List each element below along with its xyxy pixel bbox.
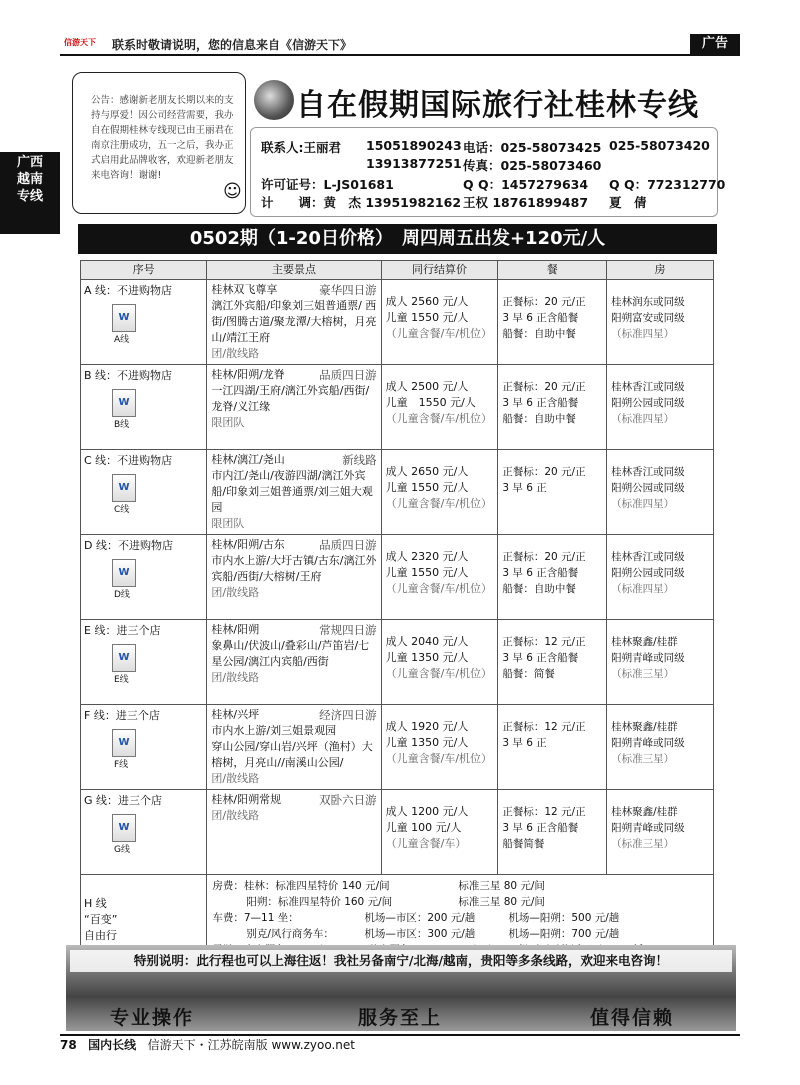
meal-line: 正餐标：20 元/正 [502, 296, 586, 308]
ad-tag: 广告 [690, 34, 740, 54]
route-tag: 品质四日游 [319, 538, 377, 552]
meal-line: 正餐标：20 元/正 [502, 381, 586, 393]
room-line: （标准四星） [611, 328, 675, 340]
table-header-row [81, 261, 714, 280]
magazine-logo: 信游天下 [64, 38, 96, 47]
meal-line: 正餐标：12 元/正 [502, 806, 586, 818]
slogan-1: 专业操作 [110, 1007, 195, 1029]
globe-logo-icon [254, 80, 294, 120]
meal-cell [498, 620, 607, 705]
header-price: 同行结算价 [381, 261, 498, 280]
h-l3c: 机场—阳朔：500 元/趟 [508, 912, 620, 924]
price-line: 儿童 1550 元/人 [385, 566, 469, 579]
price-cell [381, 620, 498, 705]
dispatcher-2: 王权 18761899487 [463, 195, 589, 210]
route-line: 限团队 [211, 517, 245, 530]
price-line: 儿童 100 元/人 [385, 821, 462, 834]
document-name: A线 [114, 335, 130, 345]
meal-line: 3 早 6 正含船餐 [502, 397, 579, 409]
meal-cell [498, 535, 607, 620]
h-l3a: 车费：7—11 坐： [212, 912, 299, 924]
room-line: 阳朔公园或同级 [611, 482, 685, 494]
room-cell [607, 620, 714, 705]
price-line: 成人 2320 元/人 [385, 550, 469, 563]
footer-publication: 信游天下・江苏皖南版 www.zyoo.net [147, 1038, 355, 1052]
side-tab [0, 152, 60, 234]
room-line: 桂林聚鑫/桂群 [611, 636, 678, 648]
room-cell [607, 365, 714, 450]
room-line: 桂林聚鑫/桂群 [611, 806, 678, 818]
route-line: 一江四湖/王府/漓江外宾船/西街/龙脊/义江缘 [211, 384, 370, 413]
price-line: 成人 1200 元/人 [385, 805, 469, 818]
price-line: （儿童含餐/车） [385, 837, 467, 850]
meal-line: 3 早 6 正 [502, 482, 547, 494]
contact-note: 联系时敬请说明，您的信息来自《信游天下》 [112, 38, 353, 52]
document-icon: W [112, 304, 136, 332]
meal-line: 3 早 6 正 [502, 737, 547, 749]
side-tab-line-1: 广西 [16, 155, 43, 170]
route-line: 桂林/阳朔/古东 [211, 538, 285, 551]
h-l1b: 标准三星 80 元/间 [458, 880, 545, 892]
meal-cell [498, 280, 607, 365]
fax: 传真：025-58073460 [463, 158, 602, 173]
table-row [81, 705, 714, 790]
route-tag: 双卧六日游 [319, 793, 377, 807]
notice-scroll [72, 72, 246, 214]
phone: 电话：025-58073425 [463, 140, 602, 155]
route-cell [207, 790, 381, 875]
route-line-cell [81, 535, 207, 620]
room-line: 桂林香江或同级 [611, 381, 685, 393]
meal-line: 3 早 6 正含船餐 [502, 652, 579, 664]
route-line: 限团队 [211, 416, 245, 429]
route-line: 团/散线路 [211, 809, 260, 822]
dispatcher: 计 调：黄 杰 13951982162 [261, 195, 462, 210]
document-icon: W [112, 814, 136, 842]
license-number: 许可证号：L-JS01681 [261, 177, 394, 192]
room-cell [607, 280, 714, 365]
page-number: 78 [60, 1038, 77, 1052]
room-line: 桂林香江或同级 [611, 551, 685, 563]
route-line: 团/散线路 [211, 772, 260, 785]
price-cell [381, 450, 498, 535]
route-line-name: B 线：不进购物店 [84, 369, 173, 382]
room-line: 桂林香江或同级 [611, 466, 685, 478]
route-line-cell [81, 450, 207, 535]
special-note: 特别说明：此行程也可以上海往返！我社另备南宁/北海/越南，贵阳等多条线路，欢迎来电咨询！ [70, 950, 732, 972]
room-line: 阳朔公园或同级 [611, 397, 685, 409]
room-line: 阳朔公园或同级 [611, 567, 685, 579]
qq-1: Q Q：1457279634 [463, 177, 589, 192]
h-l4c: 机场—阳朔：700 元/趟 [508, 928, 620, 940]
meal-line: 正餐标：20 元/正 [502, 551, 586, 563]
price-line: 儿童 1550 元/人 [385, 396, 476, 409]
route-tag: 豪华四日游 [319, 283, 377, 297]
document-name: D线 [114, 590, 130, 600]
meal-line: 3 早 6 正含船餐 [502, 312, 579, 324]
route-line: 桂林/阳朔/龙脊 [211, 368, 285, 381]
table-row [81, 365, 714, 450]
table-row [81, 790, 714, 875]
room-cell [607, 450, 714, 535]
price-line: 成人 2500 元/人 [385, 380, 469, 393]
room-line: （标准三星） [611, 753, 675, 765]
document-icon: W [112, 474, 136, 502]
document-name: C线 [114, 505, 130, 515]
price-cell [381, 280, 498, 365]
price-cell [381, 535, 498, 620]
route-tag: 经济四日游 [319, 708, 377, 722]
document-icon: W [112, 729, 136, 757]
table-row [81, 450, 714, 535]
room-line: 桂林聚鑫/桂群 [611, 721, 678, 733]
h-l1a: 房费：桂林：标准四星特价 140 元/间 [212, 880, 390, 892]
table-body [81, 280, 714, 875]
meal-line: 船餐：自助中餐 [502, 328, 576, 340]
route-line-cell [81, 365, 207, 450]
room-cell [607, 790, 714, 875]
meal-cell [498, 365, 607, 450]
route-line-name: F 线：进三个店 [84, 709, 160, 722]
route-line-cell [81, 280, 207, 365]
header-room: 房 [607, 261, 714, 280]
document-name: E线 [114, 675, 129, 685]
document-name: B线 [114, 420, 130, 430]
room-line: （标准四星） [611, 413, 675, 425]
side-tab-line-3: 专线 [16, 189, 43, 204]
meal-cell [498, 790, 607, 875]
table-row [81, 620, 714, 705]
price-line: （儿童含餐/车/机位） [385, 582, 493, 595]
smiley-icon: ☺ [223, 181, 242, 202]
route-line: 市内江/尧山/夜游四湖/漓江外宾船/印象刘三姐普通票/刘三姐大观园 [211, 469, 373, 514]
route-line: 团/散线路 [211, 347, 260, 360]
h-line-sub1: “百变” [84, 913, 118, 926]
route-tag: 品质四日游 [319, 368, 377, 382]
price-line: （儿童含餐/车/机位） [385, 327, 493, 340]
route-line-cell [81, 620, 207, 705]
h-l3b: 机场—市区：200 元/趟 [364, 912, 476, 924]
route-line-name: A 线：不进购物店 [84, 284, 173, 297]
route-line: 桂林/阳朔 [211, 623, 260, 636]
room-line: （标准四星） [611, 583, 675, 595]
room-line: （标准三星） [611, 668, 675, 680]
room-line: 阳朔富安或同级 [611, 312, 685, 324]
header-meal: 餐 [498, 261, 607, 280]
price-cell [381, 705, 498, 790]
route-line: 团/散线路 [211, 671, 260, 684]
meal-line: 船餐：简餐 [502, 668, 555, 680]
header-route: 主要景点 [207, 261, 381, 280]
meal-line: 船餐：自助中餐 [502, 413, 576, 425]
footer-section: 国内长线 [88, 1038, 137, 1052]
contact-person: 联系人:王丽君 [261, 140, 341, 155]
h-l2a: 阳朔：标准四星特价 160 元/间 [246, 896, 393, 908]
route-line-name: G 线：进三个店 [84, 794, 163, 807]
route-line: 穿山公园/穿山岩/兴坪（渔村）大榕树，月亮山//南溪山公园/ [211, 740, 373, 769]
room-line: （标准三星） [611, 838, 675, 850]
route-line-name: D 线：不进购物店 [84, 539, 173, 552]
price-line: 成人 1920 元/人 [385, 720, 469, 733]
brand-title: 自在假期国际旅行社桂林专线 [296, 88, 699, 123]
route-line: 市内水上游/大圩古镇/古东/漓江外宾船/西街/大榕树/王府 [211, 554, 377, 583]
document-icon: W [112, 389, 136, 417]
footer [60, 1034, 740, 1056]
route-cell [207, 450, 381, 535]
meal-line: 3 早 6 正含船餐 [502, 567, 579, 579]
price-line: 成人 2650 元/人 [385, 465, 469, 478]
document-name: G线 [114, 845, 130, 855]
route-line: 团/散线路 [211, 586, 260, 599]
room-line: （标准四星） [611, 498, 675, 510]
table-row [81, 280, 714, 365]
price-line: 儿童 1350 元/人 [385, 736, 469, 749]
price-line: 儿童 1550 元/人 [385, 311, 469, 324]
route-cell [207, 280, 381, 365]
price-line: 成人 2040 元/人 [385, 635, 469, 648]
meal-cell [498, 450, 607, 535]
meal-cell [498, 705, 607, 790]
notice-text: 公告：感谢新老朋友长期以来的支持与厚爱！因公司经营需要，我办自在假期桂林专线现已由王丽君在南京注册成功，五一之后，我办正式启用此品牌收客，欢迎新老朋友来电咨询！谢谢! [91, 95, 234, 181]
route-line: 市内水上游/刘三姐景观园 [211, 724, 337, 737]
price-line: 成人 2560 元/人 [385, 295, 469, 308]
price-cell [381, 365, 498, 450]
route-tag: 新线路 [342, 453, 377, 467]
route-line-cell [81, 790, 207, 875]
document-icon: W [112, 559, 136, 587]
room-cell [607, 535, 714, 620]
room-line: 阳朔青峰或同级 [611, 737, 685, 749]
qq-2: Q Q：772312770 [609, 177, 726, 192]
room-line: 阳朔青峰或同级 [611, 652, 685, 664]
table-row [81, 535, 714, 620]
meal-line: 船餐：自助中餐 [502, 583, 576, 595]
contact-box [250, 127, 726, 217]
route-line: 桂林/漓江/尧山 [211, 453, 285, 466]
document-icon: W [112, 644, 136, 672]
route-cell [207, 535, 381, 620]
h-l4a: 别克/风行商务车： [246, 928, 334, 940]
price-line: 儿童 1550 元/人 [385, 481, 469, 494]
route-line: 象鼻山/伏波山/叠彩山/芦笛岩/七星公园/漓江内宾船/西街 [211, 639, 370, 668]
h-line-name: H 线 [84, 897, 107, 910]
header-index: 序号 [81, 261, 207, 280]
route-line: 漓江外宾船/印象刘三姐普通票/ 西街/图腾古道/聚龙潭/大榕树，月亮山/靖江王府 [211, 299, 377, 344]
h-line-sub2: 自由行 [84, 929, 117, 942]
route-line: 桂林/兴坪 [211, 708, 260, 721]
meal-line: 正餐标：12 元/正 [502, 721, 586, 733]
meal-line: 3 早 6 正含船餐 [502, 822, 579, 834]
route-line: 桂林/阳朔常规 [211, 793, 282, 806]
meal-line: 船餐简餐 [502, 838, 545, 850]
phone-2: 025-58073420 [609, 138, 710, 153]
route-line-cell [81, 705, 207, 790]
price-cell [381, 790, 498, 875]
route-cell [207, 620, 381, 705]
dispatcher-3: 夏 倩 [609, 195, 647, 210]
top-bar [60, 34, 740, 56]
mobile-2: 13913877251 [366, 156, 462, 171]
meal-line: 正餐标：12 元/正 [502, 636, 586, 648]
room-cell [607, 705, 714, 790]
mobile-1: 15051890243 [366, 138, 462, 153]
price-line: （儿童含餐/车/机位） [385, 752, 493, 765]
route-line: 桂林双飞尊享 [211, 283, 278, 296]
slogan-2: 服务至上 [358, 1007, 443, 1029]
route-cell [207, 705, 381, 790]
slogan-3: 值得信赖 [590, 1007, 675, 1029]
side-tab-line-2: 越南 [16, 172, 43, 187]
price-line: （儿童含餐/车/机位） [385, 667, 493, 680]
route-tag: 常规四日游 [319, 623, 377, 637]
period-title: 0502期（1-20日价格） 周四周五出发+120元/人 [78, 224, 717, 254]
route-line-name: E 线：进三个店 [84, 624, 161, 637]
meal-line: 正餐标：20 元/正 [502, 466, 586, 478]
route-line-name: C 线：不进购物店 [84, 454, 173, 467]
document-name: F线 [114, 760, 129, 770]
h-l4b: 机场—市区：300 元/趟 [364, 928, 476, 940]
route-cell [207, 365, 381, 450]
h-l2b: 标准三星 80 元/间 [458, 896, 545, 908]
price-line: （儿童含餐/车/机位） [385, 497, 493, 510]
price-table [80, 260, 714, 960]
room-line: 桂林润东或同级 [611, 296, 685, 308]
price-line: （儿童含餐/车/机位） [385, 412, 493, 425]
price-line: 儿童 1350 元/人 [385, 651, 469, 664]
room-line: 阳朔青峰或同级 [611, 822, 685, 834]
